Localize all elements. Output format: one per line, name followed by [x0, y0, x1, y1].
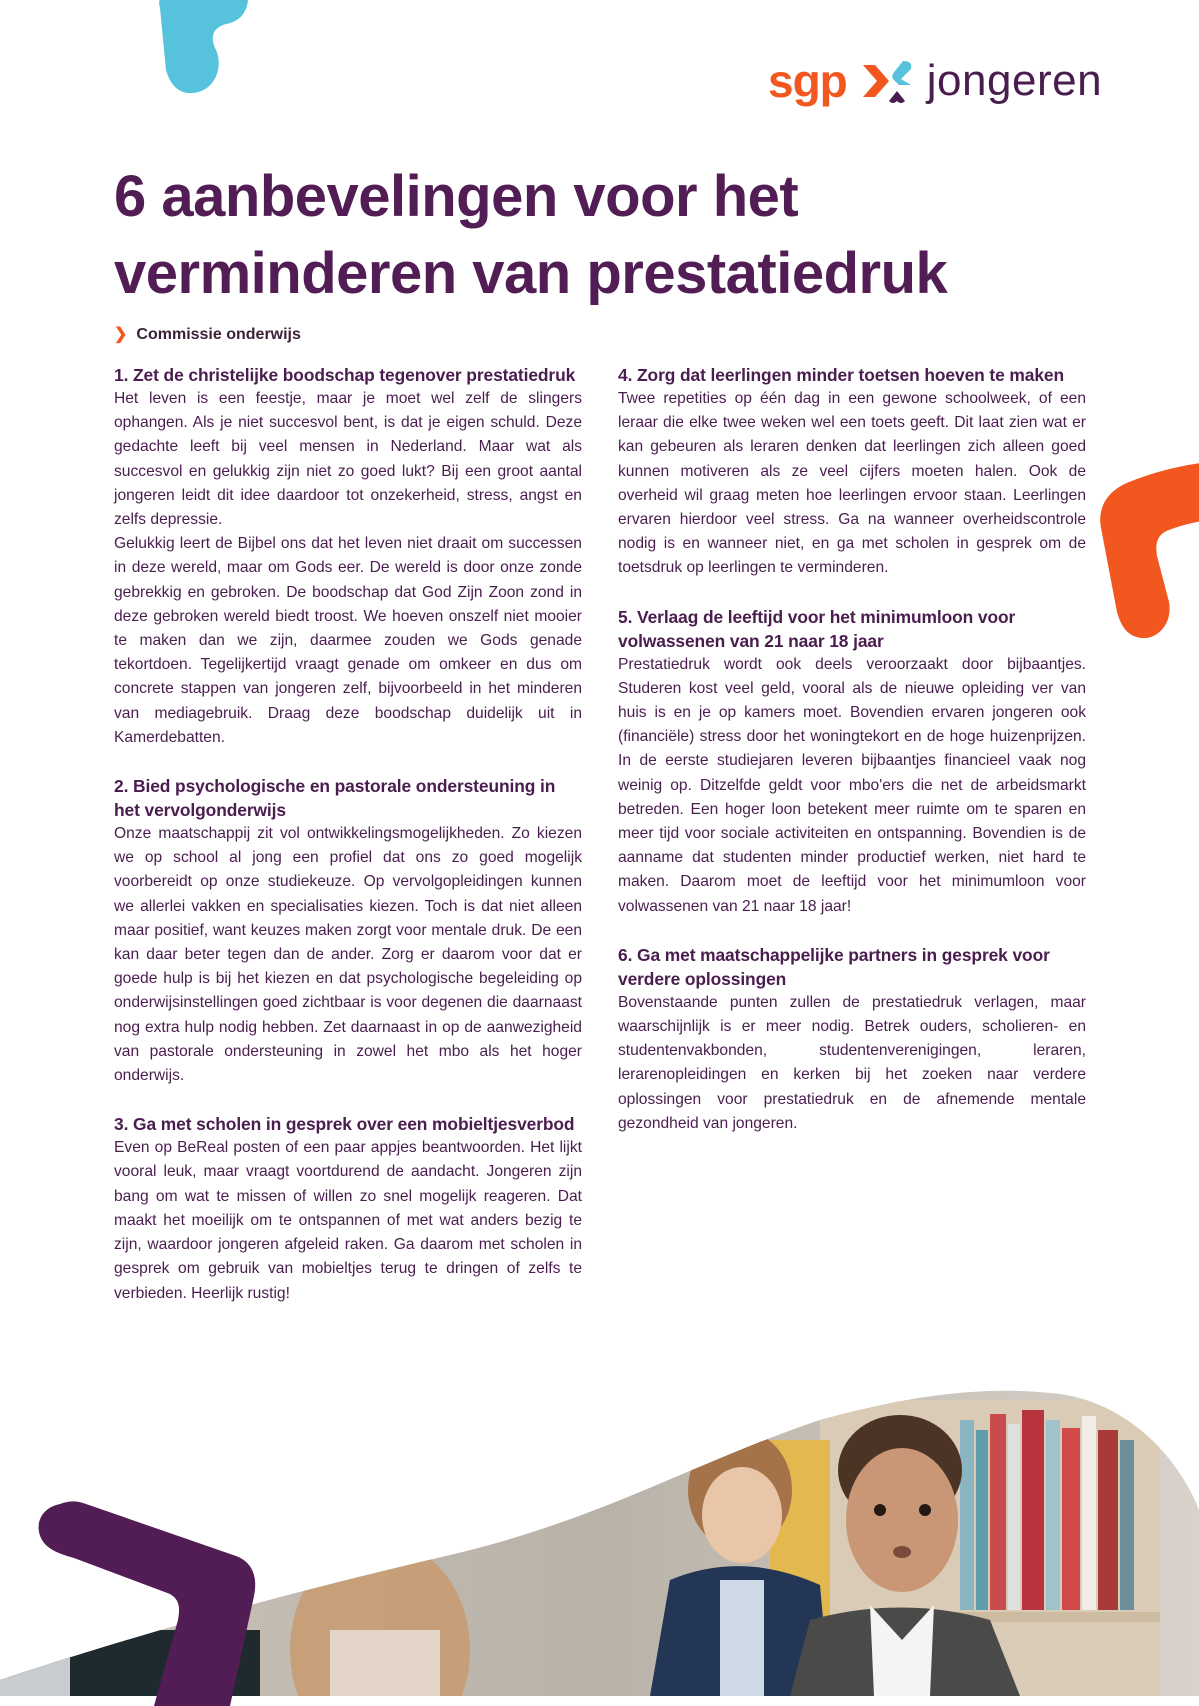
sgp-jongeren-logo	[768, 56, 1102, 112]
recommendation-3	[114, 1112, 582, 1305]
decorative-purple-shape	[30, 1496, 260, 1706]
recommendation-4	[618, 363, 1086, 581]
recommendation-6	[618, 943, 1086, 1136]
recommendation-text: Onze maatschappij zit vol ontwikkelingsmogelijkheden. Zo kiezen we op school al jong een profiel dat ons zo goed mogelijk voorbereidt op onze studiekeuze. Op vervolgopleidingen kunnen we allerlei vakken en specialisaties kiezen. Toch is dat niet alleen maar positief, want keuzes maken zorgt voor mentale druk. De een kan daar beter tegen dan de ander. Zorg er daarom voor dat er goede hulp is bij het kiezen en dat psychologische begeleiding op onderwijsinstellingen goed zichtbaar is voor degenen die daarnaast nog extra hulp nodig hebben. Zet daarnaast in op de aanwezigheid van pastorale ondersteuning in zowel het mbo als het hoger onderwijs.	[114, 825, 582, 1085]
recommendation-heading: 6. Ga met maatschappelijke partners in gesprek voor verdere oplossingen	[618, 944, 1050, 989]
right-column	[618, 363, 1086, 1160]
main-content	[114, 158, 1094, 1330]
recommendation-heading: 2. Bied psychologische en pastorale ondersteuning in het vervolgonderwijs	[114, 776, 556, 821]
recommendation-text: Twee repetities op één dag in een gewone schoolweek, of een leraar die elke twee weken wel een toets geeft. Dit laat zien wat er kan gebeuren als leraren denken dat leerlingen zich alleen goed kunnen motiveren als ze veel cijfers moeten halen. Ook de overheid wil graag meten hoe leerlingen ervoor staan. Leerlingen ervaren hierdoor veel stress. Ga na wanneer overheidscontrole nodig is en wanneer niet, en ga met scholen in gesprek om de toetsdruk op leerlingen te verminderen.	[618, 390, 1086, 577]
decorative-orange-shape	[1099, 462, 1199, 642]
logo-jongeren-text: jongeren	[926, 56, 1103, 105]
recommendation-heading: 5. Verlaag de leeftijd voor het minimumloon voor volwassenen van 21 naar 18 jaar	[618, 606, 1016, 651]
left-column	[114, 363, 582, 1330]
recommendation-2	[114, 774, 582, 1088]
recommendation-1	[114, 363, 582, 750]
recommendation-text: Even op BeReal posten of een paar appjes beantwoorden. Het lijkt vooral leuk, maar vraagt voortdurend de aandacht. Jongeren zijn bang om wat te missen of willen zo snel mogelijk reageren. Dat maakt het moeilijk om te ontspannen of met wat anders bezig te zijn, waardoor jongeren afgeleid raken. Ga daarom met scholen in gesprek om gebruik van mobieltjes terug te dringen of zelfs te verbieden. Heerlijk rustig!	[114, 1139, 582, 1302]
recommendation-text: Bovenstaande punten zullen de prestatiedruk verlagen, maar waarschijnlijk is er meer nodig. Betrek ouders, scholieren- en studentenvakbonden, studentenverenigingen, leraren, lerarenopleidingen en kerken bij het zoeken naar verdere oplossingen voor prestatiedruk en de afnemende mentale gezondheid van jongeren.	[618, 993, 1086, 1132]
recommendation-heading: 3. Ga met scholen in gesprek over een mobieltjesverbod	[114, 1114, 575, 1135]
logo-mark-icon	[859, 57, 917, 111]
recommendation-heading: 1. Zet de christelijke boodschap tegenover prestatiedruk	[114, 365, 576, 385]
recommendation-text: Het leven is een feestje, maar je moet wel zelf de slingers ophangen. Als je niet succesvol bent, is dat je eigen schuld. Deze gedachte leeft bij veel mensen in Nederland. Maar wat als succesvol en gelukkig zijn niet zo goed lukt? Bij een groot aantal jongeren leidt dit idee daardoor tot onzekerheid, stress, angst en zelfs depressie.	[114, 390, 582, 529]
recommendation-5	[618, 605, 1086, 919]
page-title: 6 aanbevelingen voor het verminderen van prestatiedruk	[114, 164, 948, 306]
logo-sgp-text: sgp	[768, 55, 847, 107]
category-label	[114, 325, 1094, 345]
recommendation-text: Gelukkig leert de Bijbel ons dat het leven niet draait om successen in deze wereld, maar om Gods eer. De wereld is door onze zonde gebrekkig en gebroken. De boodschap dat God Zijn Zoon zond in deze gebroken wereld biedt troost. We hoeven onszelf niet mooier te maken dan we zijn, daarmee zouden we Gods genade tekortdoen. Tegelijkertijd vraagt genade om omkeer en dus om concrete stappen van jongeren zelf, bijvoorbeeld in het minderen van mediagebruik. Draag deze boodschap duidelijk uit in Kamerdebatten.	[114, 535, 582, 746]
recommendation-heading: 4. Zorg dat leerlingen minder toetsen hoeven te maken	[618, 365, 1064, 385]
chevron-right-icon: ❯	[114, 326, 128, 343]
decorative-cyan-shape	[140, 0, 250, 100]
category-text: Commissie onderwijs	[136, 326, 301, 343]
columns	[114, 363, 1086, 1330]
recommendation-text: Prestatiedruk wordt ook deels veroorzaakt door bijbaantjes. Studeren kost veel geld, vooral als de nieuwe opleiding ver van huis is en je op kamers moet. Bovendien ervaren jongeren ook (financiële) stress door het woningtekort en de hoge huizenprijzen. In de eerste studiejaren leveren bijbaantjes financieel vaak nog weinig op. Ditzelfde geldt voor mbo'ers die net de arbeidsmarkt betreden. Een hoger loon betekent meer ruimte om te sparen en meer tijd voor sociale activiteiten en ontspanning. Bovendien is de aanname dat studenten minder productief werken, niet hard te maken. Daarom moet de leeftijd voor het minimumloon voor volwassenen van 21 naar 18 jaar!	[618, 655, 1086, 915]
